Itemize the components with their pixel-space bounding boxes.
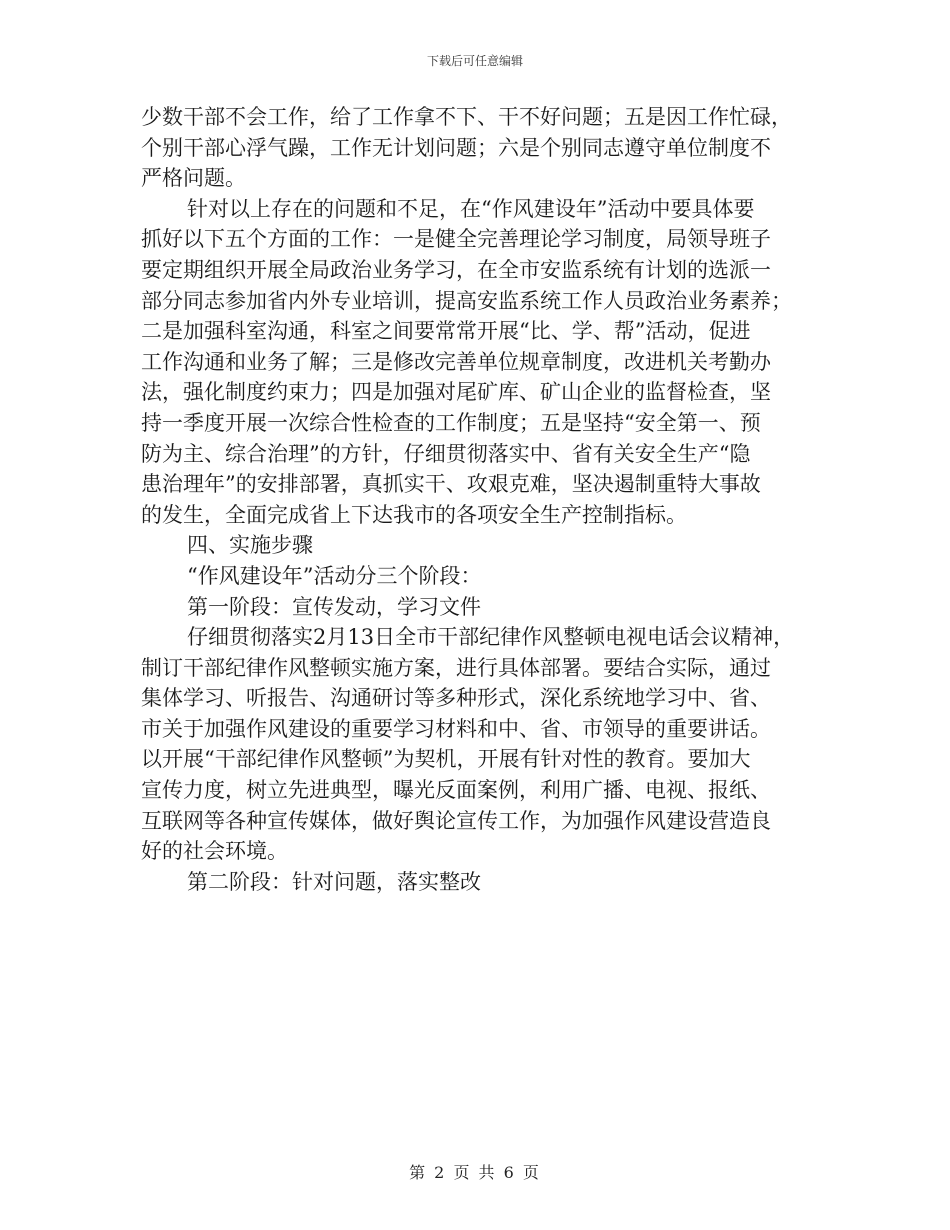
- text-line: 制订干部纪律作风整顿实施方案，进行具体部署。要结合实际，通过: [141, 655, 771, 680]
- text-line: 互联网等各种宣传媒体，做好舆论宣传工作，为加强作风建设营造良: [141, 808, 771, 833]
- text-line: 患治理年”的安排部署，真抓实干、攻艰克难，坚决遏制重特大事故: [141, 472, 761, 497]
- text-line: 部分同志参加省内外专业培训，提高安监系统工作人员政治业务素养；: [141, 288, 792, 313]
- text-line: 严格问题。: [141, 166, 246, 191]
- text-line: 法，强化制度约束力；四是加强对尾矿库、矿山企业的监督检查，坚: [141, 380, 771, 405]
- text-line: 第二阶段：针对问题，落实整改: [187, 869, 481, 894]
- text-line: 的发生，全面完成省上下达我市的各项安全生产控制指标。: [141, 502, 687, 527]
- text-line: 好的社会环境。: [141, 839, 288, 864]
- text-line: 工作沟通和业务了解；三是修改完善单位规章制度，改进机关考勤办: [141, 349, 771, 374]
- text-line: 要定期组织开展全局政治业务学习，在全市安监系统有计划的选派一: [141, 257, 771, 282]
- text-line: 抓好以下五个方面的工作：一是健全完善理论学习制度，局领导班子: [141, 227, 771, 252]
- text-line: 市关于加强作风建设的重要学习材料和中、省、市领导的重要讲话。: [141, 716, 771, 741]
- text-line: 防为主、综合治理”的方针，仔细贯彻落实中、省有关安全生产“隐: [141, 441, 751, 466]
- page-number: 第 2 页 共 6 页: [409, 1163, 541, 1182]
- text-line: 以开展“干部纪律作风整顿”为契机，开展有针对性的教育。要加大: [141, 747, 751, 772]
- text-line: 个别干部心浮气躁，工作无计划问题；六是个别同志遵守单位制度不: [141, 135, 771, 160]
- text-line: “作风建设年”活动分三个阶段：: [187, 563, 482, 588]
- text-line: 持一季度开展一次综合性检查的工作制度；五是坚持“安全第一、预: [141, 410, 761, 435]
- page-header: 下载后可任意编辑: [426, 54, 523, 68]
- text-line: 仔细贯彻落实2月13日全市干部纪律作风整顿电视电话会议精神，: [187, 625, 795, 650]
- text-line: 针对以上存在的问题和不足，在“作风建设年”活动中要具体要: [187, 196, 755, 221]
- text-line: 第一阶段：宣传发动，学习文件: [187, 594, 481, 619]
- text-line: 二是加强科室沟通，科室之间要常常开展“比、学、帮”活动，促进: [141, 319, 751, 344]
- document-body: [141, 102, 831, 897]
- text-line: 集体学习、听报告、沟通研讨等多种形式，深化系统地学习中、省、: [141, 686, 771, 711]
- text-line: 四、实施步骤: [187, 533, 313, 558]
- text-line: 少数干部不会工作，给了工作拿不下、干不好问题；五是因工作忙碌，: [141, 105, 792, 129]
- text-line: 宣传力度，树立先进典型，曝光反面案例，利用广播、电视、报纸、: [141, 778, 771, 803]
